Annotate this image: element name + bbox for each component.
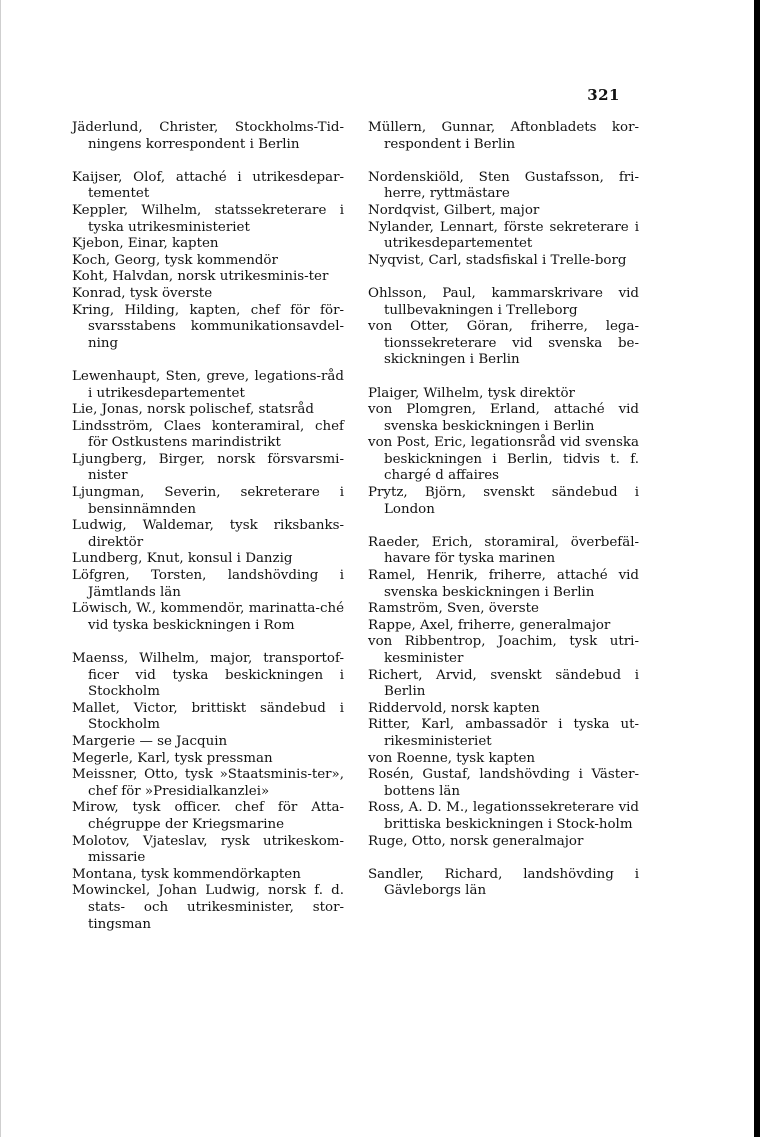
index-entry: Lindsström, Claes konteramiral, chef för Ostkustens marindistrikt: [72, 418, 344, 451]
index-entry: Molotov, Vjateslav, rysk utrikeskom-missarie: [72, 833, 344, 866]
index-entry: Müllern, Gunnar, Aftonbladets kor-respondent i Berlin: [368, 120, 639, 152]
index-entry: Ramel, Henrik, friherre, attaché vid svenska beskickningen i Berlin: [368, 568, 639, 600]
entry-group: [368, 386, 639, 519]
index-entry: Löfgren, Torsten, landshövding i Jämtlands län: [72, 568, 344, 600]
index-entry: Meissner, Otto, tysk »Staatsminis-ter», chef för »Presidialkanzlei»: [72, 767, 344, 799]
index-entry: von Plomgren, Erland, attaché vid svenska beskickningen i Berlin: [368, 402, 639, 434]
index-entry: Raeder, Erich, storamiral, överbefäl-havare för tyska marinen: [368, 534, 639, 567]
index-entry: Kring, Hilding, kapten, chef för för-svarsstabens kommunikationsavdel-ning: [72, 302, 344, 351]
index-entry: Ritter, Karl, ambassadör i tyska ut-rikesministeriet: [368, 717, 639, 749]
index-column-right: [368, 120, 639, 917]
entry-group: [368, 286, 639, 369]
index-entry: Richert, Arvid, svenskt sändebud i Berlin: [368, 667, 639, 700]
index-entry: von Post, Eric, legationsråd vid svenska beskickningen i Berlin, tidvis t. f. chargé d affaires: [368, 435, 639, 484]
entry-group: [72, 651, 344, 933]
index-entry: Nordqvist, Gilbert, major: [368, 202, 540, 218]
index-entry: Ljungman, Severin, sekreterare i bensinnämnden: [72, 485, 344, 517]
index-entry: Rappe, Axel, friherre, generalmajor: [368, 617, 611, 633]
index-entry: Maenss, Wilhelm, major, transportof-ficer vid tyska beskickningen i Stockholm: [72, 651, 344, 700]
entry-group: [72, 369, 344, 635]
index-entry: Sandler, Richard, landshövding i Gävleborgs län: [368, 866, 639, 899]
index-entry: Rosén, Gustaf, landshövding i Väster-bottens län: [368, 767, 639, 799]
index-entry: Ruge, Otto, norsk generalmajor: [368, 833, 584, 849]
index-entry: Koch, Georg, tysk kommendör: [72, 252, 278, 268]
index-entry: Lewenhaupt, Sten, greve, legations-råd i utrikesdepartementet: [72, 368, 344, 401]
index-entry: Montana, tysk kommendörkapten: [72, 866, 301, 882]
index-entry: Plaiger, Wilhelm, tysk direktör: [368, 385, 575, 401]
index-entry: Mowinckel, Johan Ludwig, norsk f. d. stats- och utrikesminister, stor-tingsman: [72, 883, 344, 932]
page-number: 321: [587, 86, 620, 104]
page-edge-right: [754, 0, 760, 1137]
index-entry: Ohlsson, Paul, kammarskrivare vid tullbevakningen i Trelleborg: [368, 285, 639, 318]
index-entry: von Otter, Göran, friherre, lega-tionssekreterare vid svenska be-skickningen i Berlin: [368, 319, 639, 368]
entry-group: [368, 120, 639, 153]
index-entry: Konrad, tysk överste: [72, 285, 213, 301]
index-entry: Nordenskiöld, Sten Gustafsson, fri-herre, ryttmästare: [368, 169, 639, 202]
index-entry: Koht, Halvdan, norsk utrikesminis-ter: [72, 269, 329, 285]
index-entry: Kaijser, Olof, attaché i utrikesdepar-tementet: [72, 169, 344, 202]
index-entry: Mallet, Victor, brittiskt sändebud i Stockholm: [72, 700, 344, 733]
index-entry: Nyqvist, Carl, stadsfiskal i Trelle-borg: [368, 252, 627, 268]
index-entry: Margerie — se Jacquin: [72, 733, 228, 749]
index-entry: Ludwig, Waldemar, tysk riksbanks-direktör: [72, 518, 344, 550]
index-entry: Ramström, Sven, överste: [368, 601, 539, 617]
index-entry: Mirow, tysk officer. chef för Atta-chégruppe der Kriegsmarine: [72, 800, 344, 832]
index-entry: Kjebon, Einar, kapten: [72, 236, 219, 252]
index-entry: von Ribbentrop, Joachim, tysk utri-kesminister: [368, 634, 639, 666]
index-entry: Riddervold, norsk kapten: [368, 700, 540, 716]
index-entry: Lundberg, Knut, konsul i Danzig: [72, 551, 293, 567]
index-entry: Ljungberg, Birger, norsk försvarsmi-nister: [72, 451, 344, 484]
index-entry: von Roenne, tysk kapten: [368, 750, 536, 766]
index-entry: Prytz, Björn, svenskt sändebud i London: [368, 485, 639, 517]
entry-group: [368, 170, 639, 270]
entry-group: [72, 120, 344, 153]
entry-group: [368, 867, 639, 900]
index-entry: Megerle, Karl, tysk pressman: [72, 750, 273, 766]
index-column-left: [72, 120, 344, 950]
index-entry: Ross, A. D. M., legationssekreterare vid brittiska beskickningen i Stock-holm: [368, 800, 639, 832]
entry-group: [368, 535, 639, 850]
entry-group: [72, 170, 344, 353]
index-entry: Keppler, Wilhelm, statssekreterare i tyska utrikesministeriet: [72, 202, 344, 235]
page-edge-left: [0, 0, 1, 1137]
index-entry: Nylander, Lennart, förste sekreterare i utrikesdepartementet: [368, 219, 639, 252]
index-entry: Löwisch, W., kommendör, marinatta-ché vid tyska beskickningen i Rom: [72, 601, 344, 633]
index-entry: Lie, Jonas, norsk polischef, statsråd: [72, 402, 314, 418]
index-entry: Jäderlund, Christer, Stockholms-Tid-ningens korrespondent i Berlin: [72, 120, 344, 152]
